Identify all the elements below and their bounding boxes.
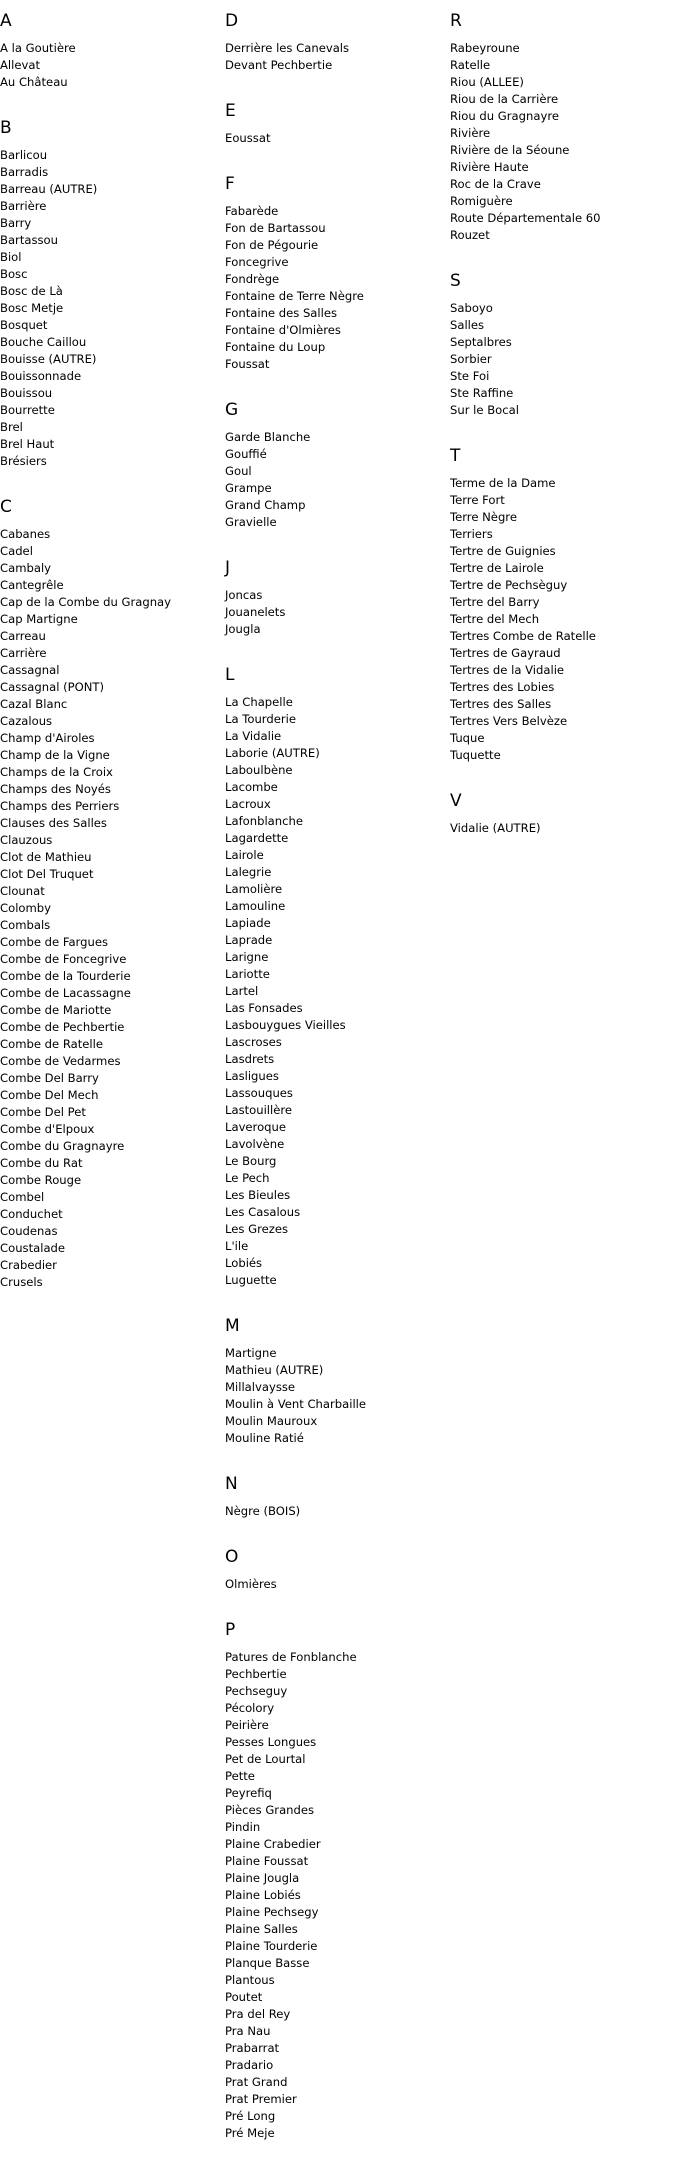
place-name-list	[0, 147, 215, 470]
place-name-link[interactable]: Pradario	[225, 2058, 274, 2072]
place-name-link[interactable]: Terre Nègre	[450, 510, 517, 524]
place-name-list	[225, 1345, 440, 1447]
place-name-list	[450, 300, 665, 419]
place-name-link[interactable]: Bouissou	[0, 386, 53, 400]
place-name-link[interactable]: Lavolvène	[225, 1137, 285, 1151]
place-name-link[interactable]: Combe d'Elpoux	[0, 1122, 95, 1136]
letter-section-p	[225, 1619, 440, 2142]
place-name-link[interactable]: Clauzous	[0, 833, 53, 847]
section-letter-heading: P	[225, 1620, 236, 1640]
place-name-link[interactable]: Rivière	[450, 126, 491, 140]
place-name-link[interactable]: Laborie (AUTRE)	[225, 746, 320, 760]
place-name-link[interactable]: Sorbier	[450, 352, 492, 366]
place-name-link[interactable]: Ratelle	[450, 58, 491, 72]
place-name-link[interactable]: Carrière	[0, 646, 47, 660]
place-name-link[interactable]: Martigne	[225, 1346, 277, 1360]
place-name-link[interactable]: Pécolory	[225, 1701, 275, 1715]
place-name-link[interactable]: Pesses Longues	[225, 1735, 317, 1749]
place-name-list	[225, 40, 440, 74]
place-name-link[interactable]: Combe du Gragnayre	[0, 1139, 125, 1153]
place-name-link[interactable]: Combe Del Barry	[0, 1071, 99, 1085]
place-name-link[interactable]: La Tourderie	[225, 712, 296, 726]
place-name-link[interactable]: Jougla	[225, 622, 261, 636]
place-name-link[interactable]: Laveroque	[225, 1120, 287, 1134]
place-name-list	[225, 1649, 440, 2142]
place-name-link[interactable]: Mathieu (AUTRE)	[225, 1363, 324, 1377]
place-name-link[interactable]: Lastouillère	[225, 1103, 293, 1117]
place-name-link[interactable]: Derrière les Canevals	[225, 41, 350, 55]
place-name-link[interactable]: Lacroux	[225, 797, 271, 811]
place-name-link[interactable]: Combe de Mariotte	[0, 1003, 112, 1017]
place-name-link[interactable]: Laboulbène	[225, 763, 293, 777]
place-name-link[interactable]: Plaine Jougla	[225, 1871, 300, 1885]
place-name-link[interactable]: Riou de la Carrière	[450, 92, 559, 106]
place-name-link[interactable]: Plaine Foussat	[225, 1854, 309, 1868]
place-name-link[interactable]: Combals	[0, 918, 51, 932]
letter-section-j	[225, 557, 440, 638]
place-name-link[interactable]: Pet de Lourtal	[225, 1752, 306, 1766]
place-name-list	[450, 820, 665, 837]
place-name-link[interactable]: Les Bieules	[225, 1188, 291, 1202]
place-name-link[interactable]: Lascroses	[225, 1035, 282, 1049]
letter-section-c	[0, 496, 215, 1291]
place-name-link[interactable]: Pechseguy	[225, 1684, 288, 1698]
place-name-link[interactable]: Coustalade	[0, 1241, 66, 1255]
place-name-link[interactable]: Combe de Fargues	[0, 935, 108, 949]
place-name-link[interactable]: Garde Blanche	[225, 430, 311, 444]
place-name-link[interactable]: Joncas	[225, 588, 263, 602]
place-name-link[interactable]: Septalbres	[450, 335, 512, 349]
place-name-link[interactable]: Sur le Bocal	[450, 403, 519, 417]
place-name-link[interactable]: Champs de la Croix	[0, 765, 113, 779]
place-name-link[interactable]: Tertre del Barry	[450, 595, 540, 609]
place-name-link[interactable]: Combe du Rat	[0, 1156, 83, 1170]
place-name-link[interactable]: Cantegrêle	[0, 578, 64, 592]
section-letter-heading: E	[225, 101, 236, 121]
place-name-link[interactable]: Crabedier	[0, 1258, 57, 1272]
place-name-link[interactable]: Plantous	[225, 1973, 275, 1987]
place-name-link[interactable]: Pechbertie	[225, 1667, 287, 1681]
place-name-link[interactable]: Bouisse (AUTRE)	[0, 352, 97, 366]
place-name-link[interactable]: Lagardette	[225, 831, 289, 845]
place-name-link[interactable]: Cap Martigne	[0, 612, 78, 626]
letter-section-a	[0, 10, 215, 91]
section-letter-heading: S	[450, 271, 461, 291]
place-name-link[interactable]: Lalegrie	[225, 865, 272, 879]
place-name-link[interactable]: Au Château	[0, 75, 68, 89]
place-name-link[interactable]: Bosquet	[0, 318, 48, 332]
section-letter-heading: N	[225, 1474, 238, 1494]
place-name-link[interactable]: Lapiade	[225, 916, 271, 930]
place-name-link[interactable]: Laprade	[225, 933, 273, 947]
place-name-link[interactable]: Tertres des Salles	[450, 697, 552, 711]
place-name-link[interactable]: Clot Del Truquet	[0, 867, 94, 881]
place-name-link[interactable]: Fon de Pégourie	[225, 238, 319, 252]
place-name-link[interactable]: Le Bourg	[225, 1154, 277, 1168]
place-name-link[interactable]: Poutet	[225, 1990, 263, 2004]
place-name-list	[225, 203, 440, 373]
place-name-link[interactable]: Le Pech	[225, 1171, 270, 1185]
section-letter-heading: G	[225, 400, 239, 420]
place-name-link[interactable]: Plaine Salles	[225, 1922, 298, 1936]
place-name-link[interactable]: Barradis	[0, 165, 49, 179]
place-name-link[interactable]: Brel	[0, 420, 23, 434]
place-name-link[interactable]: Clauses des Salles	[0, 816, 107, 830]
letter-section-t	[450, 445, 665, 764]
place-name-link[interactable]: Bosc	[0, 267, 28, 281]
place-name-link[interactable]: Fontaine de Terre Nègre	[225, 289, 364, 303]
place-name-link[interactable]: Ste Foi	[450, 369, 490, 383]
place-name-link[interactable]: Fontaine des Salles	[225, 306, 338, 320]
letter-section-s	[450, 270, 665, 419]
place-name-link[interactable]: Lasbouygues Vieilles	[225, 1018, 346, 1032]
place-name-link[interactable]: Lairole	[225, 848, 264, 862]
place-name-link[interactable]: Les Grezes	[225, 1222, 289, 1236]
place-name-link[interactable]: Pra del Rey	[225, 2007, 291, 2021]
section-letter-heading: F	[225, 174, 235, 194]
place-name-link[interactable]: Cassagnal	[0, 663, 60, 677]
place-name-link[interactable]: Lartel	[225, 984, 259, 998]
place-name-link[interactable]: Moulin à Vent Charbaille	[225, 1397, 367, 1411]
place-name-link[interactable]: L'ile	[225, 1239, 249, 1253]
place-name-link[interactable]: Lacombe	[225, 780, 278, 794]
place-name-link[interactable]: Tertres de Gayraud	[450, 646, 561, 660]
place-name-link[interactable]: Combel	[0, 1190, 45, 1204]
place-name-link[interactable]: Fabarède	[225, 204, 279, 218]
place-name-link[interactable]: Tuque	[450, 731, 485, 745]
place-name-link[interactable]: Pra Nau	[225, 2024, 271, 2038]
place-name-link[interactable]: Prabarrat	[225, 2041, 280, 2055]
place-name-link[interactable]: Clot de Mathieu	[0, 850, 92, 864]
place-name-link[interactable]: Peyrefiq	[225, 1786, 272, 1800]
place-name-link[interactable]: Pièces Grandes	[225, 1803, 315, 1817]
place-name-link[interactable]: Tertre de Lairole	[450, 561, 544, 575]
place-name-link[interactable]: Fontaine d'Olmières	[225, 323, 341, 337]
index-column-3	[450, 10, 665, 863]
place-name-link[interactable]: La Vidalie	[225, 729, 282, 743]
place-name-link[interactable]: A la Goutière	[0, 41, 76, 55]
place-name-link[interactable]: Peirière	[225, 1718, 269, 1732]
place-name-link[interactable]: Prat Premier	[225, 2092, 297, 2106]
place-name-link[interactable]: Cap de la Combe du Gragnay	[0, 595, 172, 609]
place-name-link[interactable]: Rivière de la Séoune	[450, 143, 570, 157]
place-name-list	[225, 130, 440, 147]
place-name-link[interactable]: Luguette	[225, 1273, 277, 1287]
place-name-link[interactable]: Tertre de Guignies	[450, 544, 556, 558]
place-name-link[interactable]: Saboyo	[450, 301, 493, 315]
place-name-link[interactable]: Tuquette	[450, 748, 501, 762]
section-letter-heading: V	[450, 791, 462, 811]
place-name-link[interactable]: Combe Rouge	[0, 1173, 82, 1187]
letter-section-m	[225, 1315, 440, 1447]
place-name-link[interactable]: Tertres Vers Belvèze	[450, 714, 568, 728]
place-name-link[interactable]: Bosc Metje	[0, 301, 64, 315]
section-letter-heading: J	[225, 558, 231, 578]
place-name-link[interactable]: Patures de Fonblanche	[225, 1650, 357, 1664]
place-name-link[interactable]: Biol	[0, 250, 22, 264]
place-name-link[interactable]: Allevat	[0, 58, 41, 72]
letter-section-v	[450, 790, 665, 837]
place-name-link[interactable]: Champ de la Vigne	[0, 748, 110, 762]
place-name-link[interactable]: Riou du Gragnayre	[450, 109, 559, 123]
place-name-link[interactable]: Combe de Foncegrive	[0, 952, 127, 966]
place-name-link[interactable]: Tertre del Mech	[450, 612, 540, 626]
section-letter-heading: L	[225, 665, 235, 685]
section-letter-heading: T	[450, 446, 461, 466]
place-name-link[interactable]: Lamolière	[225, 882, 283, 896]
letter-section-l	[225, 664, 440, 1289]
place-name-link[interactable]: Millalvaysse	[225, 1380, 296, 1394]
place-name-link[interactable]: Prat Grand	[225, 2075, 288, 2089]
place-name-link[interactable]: Brésiers	[0, 454, 47, 468]
letter-section-e	[225, 100, 440, 147]
place-name-link[interactable]: Terre Fort	[450, 493, 505, 507]
place-name-link[interactable]: Bouche Caillou	[0, 335, 87, 349]
place-name-link[interactable]: Cambaly	[0, 561, 52, 575]
place-name-link[interactable]: Planque Basse	[225, 1956, 310, 1970]
place-name-link[interactable]: Salles	[450, 318, 485, 332]
place-name-link[interactable]: Tertres de la Vidalie	[450, 663, 565, 677]
place-name-link[interactable]: Pré Long	[225, 2109, 276, 2123]
place-name-link[interactable]: Ste Raffine	[450, 386, 514, 400]
place-name-link[interactable]: Cazalous	[0, 714, 53, 728]
place-name-link[interactable]: Rabeyroune	[450, 41, 520, 55]
place-name-link[interactable]: Bouissonnade	[0, 369, 82, 383]
section-letter-heading: M	[225, 1316, 240, 1336]
place-name-link[interactable]: Barlicou	[0, 148, 48, 162]
letter-section-g	[225, 399, 440, 531]
place-name-link[interactable]: Lobiés	[225, 1256, 263, 1270]
place-name-link[interactable]: Plaine Pechsegy	[225, 1905, 319, 1919]
place-name-link[interactable]: Brel Haut	[0, 437, 55, 451]
place-name-link[interactable]: Barrière	[0, 199, 47, 213]
place-name-link[interactable]: Lasdrets	[225, 1052, 275, 1066]
place-name-link[interactable]: Champs des Perriers	[0, 799, 120, 813]
place-name-list	[0, 40, 215, 91]
place-name-link[interactable]: Combe de Lacassagne	[0, 986, 131, 1000]
place-name-link[interactable]: Champ d'Airoles	[0, 731, 95, 745]
index-column-2	[225, 10, 440, 2168]
letter-section-f	[225, 173, 440, 373]
place-name-list	[450, 475, 665, 764]
place-name-link[interactable]: Rouzet	[450, 228, 490, 242]
place-name-link[interactable]: Cabanes	[0, 527, 51, 541]
place-name-link[interactable]: Plaine Crabedier	[225, 1837, 321, 1851]
place-name-link[interactable]: Colomby	[0, 901, 52, 915]
place-name-link[interactable]: Grand Champ	[225, 498, 306, 512]
place-name-link[interactable]: Bartassou	[0, 233, 58, 247]
place-name-link[interactable]: Cadel	[0, 544, 33, 558]
place-name-link[interactable]: Plaine Tourderie	[225, 1939, 318, 1953]
place-name-link[interactable]: Clounat	[0, 884, 45, 898]
place-name-link[interactable]: Foncegrive	[225, 255, 289, 269]
place-name-link[interactable]: Romiguère	[450, 194, 513, 208]
place-name-link[interactable]: Larigne	[225, 950, 269, 964]
letter-section-d	[225, 10, 440, 74]
place-name-link[interactable]: Combe Del Mech	[0, 1088, 99, 1102]
letter-section-o	[225, 1546, 440, 1593]
place-name-link[interactable]: Combe de Ratelle	[0, 1037, 103, 1051]
place-name-link[interactable]: Moulin Mauroux	[225, 1414, 318, 1428]
place-name-link[interactable]: Barreau (AUTRE)	[0, 182, 98, 196]
place-name-link[interactable]: Las Fonsades	[225, 1001, 303, 1015]
place-name-link[interactable]: Cazal Blanc	[0, 697, 68, 711]
letter-section-b	[0, 117, 215, 470]
place-name-link[interactable]: Combe de la Tourderie	[0, 969, 131, 983]
place-name-list	[225, 429, 440, 531]
place-name-link[interactable]: Tertres Combe de Ratelle	[450, 629, 596, 643]
place-name-link[interactable]: Rivière Haute	[450, 160, 529, 174]
place-name-link[interactable]: Bourrette	[0, 403, 55, 417]
place-name-link[interactable]: Grampe	[225, 481, 272, 495]
place-name-link[interactable]: Fon de Bartassou	[225, 221, 326, 235]
place-name-list	[225, 1576, 440, 1593]
place-name-link[interactable]: Pindin	[225, 1820, 261, 1834]
place-name-link[interactable]: Route Départementale 60	[450, 211, 601, 225]
place-name-link[interactable]: La Chapelle	[225, 695, 293, 709]
place-name-link[interactable]: Lassouques	[225, 1086, 293, 1100]
letter-section-r	[450, 10, 665, 244]
place-name-link[interactable]: Nègre (BOIS)	[225, 1504, 301, 1518]
place-name-link[interactable]: Lasligues	[225, 1069, 279, 1083]
place-name-link[interactable]: Terriers	[450, 527, 493, 541]
place-name-link[interactable]: Foussat	[225, 357, 270, 371]
place-name-list	[225, 587, 440, 638]
place-name-link[interactable]: Combe Del Pet	[0, 1105, 86, 1119]
place-name-link[interactable]: Fondrège	[225, 272, 280, 286]
section-letter-heading: A	[0, 11, 12, 31]
place-name-link[interactable]: Vidalie (AUTRE)	[450, 821, 541, 835]
place-name-link[interactable]: Tertres des Lobies	[450, 680, 555, 694]
section-letter-heading: D	[225, 11, 239, 31]
place-name-link[interactable]: Eoussat	[225, 131, 271, 145]
place-name-link[interactable]: Terme de la Dame	[450, 476, 556, 490]
place-name-link[interactable]: Combe de Pechbertie	[0, 1020, 125, 1034]
place-name-link[interactable]: Champs des Noyés	[0, 782, 111, 796]
place-name-link[interactable]: Pré Meje	[225, 2126, 275, 2140]
place-name-list	[225, 694, 440, 1289]
place-name-link[interactable]: Lariotte	[225, 967, 270, 981]
place-name-link[interactable]: Mouline Ratié	[225, 1431, 304, 1445]
place-name-link[interactable]: Gravielle	[225, 515, 277, 529]
place-name-list	[450, 40, 665, 244]
place-name-link[interactable]: Plaine Lobiés	[225, 1888, 301, 1902]
place-name-list	[225, 1503, 440, 1520]
place-name-link[interactable]: Conduchet	[0, 1207, 63, 1221]
place-name-link[interactable]: Les Casalous	[225, 1205, 301, 1219]
place-name-link[interactable]: Roc de la Crave	[450, 177, 541, 191]
place-name-link[interactable]: Barry	[0, 216, 32, 230]
place-name-link[interactable]: Lamouline	[225, 899, 286, 913]
section-letter-heading: R	[450, 11, 462, 31]
place-name-link[interactable]: Devant Pechbertie	[225, 58, 333, 72]
place-name-link[interactable]: Riou (ALLEE)	[450, 75, 524, 89]
place-name-link[interactable]: Tertre de Pechsèguy	[450, 578, 568, 592]
place-name-link[interactable]: Lafonblanche	[225, 814, 303, 828]
place-name-link[interactable]: Goul	[225, 464, 252, 478]
place-name-link[interactable]: Crusels	[0, 1275, 43, 1289]
index-column-1	[0, 10, 215, 1317]
place-name-link[interactable]: Jouanelets	[225, 605, 286, 619]
place-name-link[interactable]: Fontaine du Loup	[225, 340, 326, 354]
section-letter-heading: B	[0, 118, 12, 138]
letter-section-n	[225, 1473, 440, 1520]
place-name-list	[0, 526, 215, 1291]
place-name-link[interactable]: Cassagnal (PONT)	[0, 680, 105, 694]
place-name-link[interactable]: Combe de Vedarmes	[0, 1054, 121, 1068]
place-name-link[interactable]: Bosc de Là	[0, 284, 63, 298]
place-name-link[interactable]: Gouffié	[225, 447, 267, 461]
place-name-link[interactable]: Carreau	[0, 629, 46, 643]
place-name-link[interactable]: Coudenas	[0, 1224, 58, 1238]
place-name-link[interactable]: Olmières	[225, 1577, 277, 1591]
section-letter-heading: C	[0, 497, 12, 517]
place-name-link[interactable]: Pette	[225, 1769, 255, 1783]
section-letter-heading: O	[225, 1547, 239, 1567]
